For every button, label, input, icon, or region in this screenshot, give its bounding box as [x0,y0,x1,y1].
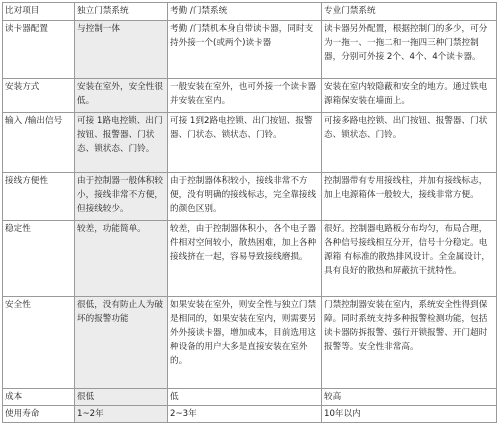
cell-attendance: 较差，由于控制器体积小，各个电子器件相对空间较小，散热困难，加上各种接线挤在一起，容易导致接线磨损。 [168,221,322,297]
table-row [3,21,497,79]
cell-professional: 较高 [322,389,497,406]
row-label: 安全性 [3,297,75,389]
row-label: 使用寿命 [3,406,75,423]
cell-standalone: 安装在室外，安全性很低。 [75,79,168,113]
cell-standalone: 可接 1路电控锁、出门按钮、报警器、门状态、锁状态、门铃。 [75,113,168,173]
header-row [3,3,497,21]
table-row [3,173,497,221]
header-item: 比对项目 [3,3,75,21]
cell-standalone: 1~2年 [75,406,168,423]
cell-standalone: 较差，功能简单。 [75,221,168,297]
table-row [3,389,497,406]
table-row [3,297,497,389]
row-label: 接线方便性 [3,173,75,221]
table-row [3,406,497,423]
comparison-sheet [2,2,496,424]
table-row [3,221,497,297]
cell-professional: 可接多路电控锁、出门按钮、报警器、门状态、锁状态、门铃。 [322,113,497,173]
cell-attendance: 由于控制器体积较小，接线非常不方便，没有明确的接线标志，完全靠接线的颜色区别。 [168,173,322,221]
cell-professional: 很好。控制器电路板分布均匀，布局合理，各种信号接线相互分开，信号十分稳定。电源箱 有标准的散热排风设计。全金属设计，具有良好的散热和屏蔽抗干扰特性。 [322,221,497,297]
cell-professional: 10年以内 [322,406,497,423]
header-professional: 专业门禁系统 [322,3,497,21]
cell-standalone: 很低 [75,389,168,406]
comparison-table [2,2,497,423]
cell-standalone: 由于控制器一般体积较小，接线非常不方便，但接线较少。 [75,173,168,221]
cell-standalone: 与控制一体 [75,21,168,79]
header-attendance: 考勤 /门禁系统 [168,3,322,21]
table-row [3,79,497,113]
cell-attendance: 低 [168,389,322,406]
cell-professional: 控制器带有专用接线柱，并加有接线标志，加上电源箱体一般较大，接线非常方便。 [322,173,497,221]
cell-attendance: 如果安装在室外，则安全性与独立门禁是相同的，如果安装在室内，则需要另外外接读卡器，增加成本，目前选用这种设备的用户大多是直接安装在室外的。 [168,297,322,389]
row-label: 稳定性 [3,221,75,297]
cell-professional: 读卡器另外配置，根据控制门的多少，可分为一拖一、一拖二和一拖四三种门禁控制器，分别可外接 2个、4个、4个读卡器。 [322,21,497,79]
row-label: 安装方式 [3,79,75,113]
cell-attendance: 考勤 /门禁机本身自带读卡器，同时支持外接一个(或两个)读卡器 [168,21,322,79]
row-label: 输入 /输出信号 [3,113,75,173]
cell-professional: 门禁控制器安装在室内，系统安全性得到保障。同时系统支持多种报警检测功能，包括读卡器防拆报警、强行开锁报警、开门超时报警等。安全性非常高。 [322,297,497,389]
cell-standalone: 很低，没有防止人为破坏的报警功能 [75,297,168,389]
cell-attendance: 2~3年 [168,406,322,423]
cell-professional: 安装在室内较隐蔽和安全的地方。通过铁电源箱保安装在墙面上。 [322,79,497,113]
row-label: 成本 [3,389,75,406]
header-standalone: 独立门禁系统 [75,3,168,21]
row-label: 读卡器配置 [3,21,75,79]
cell-attendance: 一般安装在室外，也可外接一个读卡器并安装在室内。 [168,79,322,113]
cell-attendance: 可接 1到2路电控锁、出门按钮、报警器、门状态、锁状态、门铃。 [168,113,322,173]
table-row [3,113,497,173]
